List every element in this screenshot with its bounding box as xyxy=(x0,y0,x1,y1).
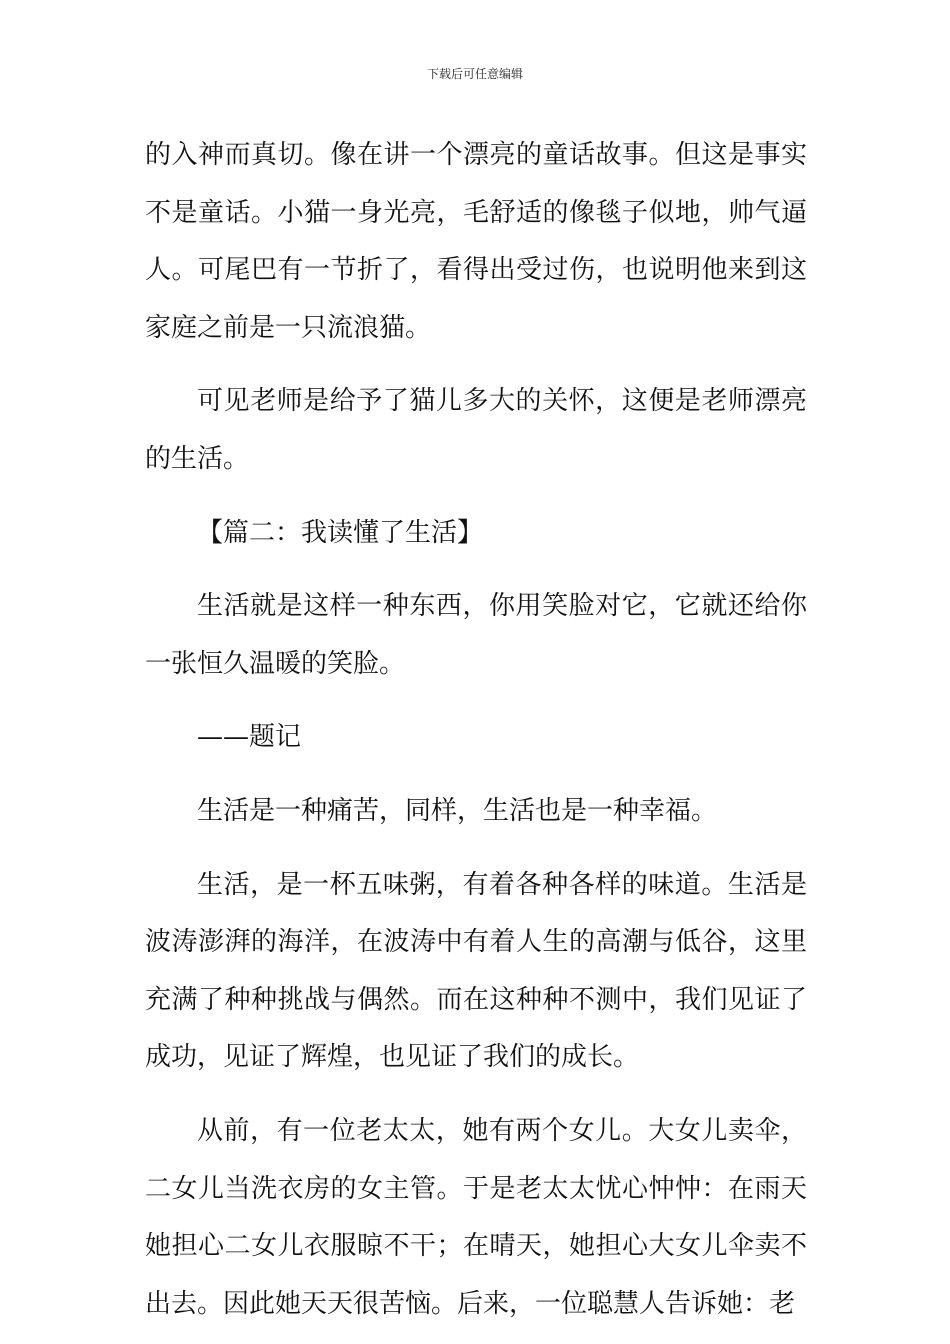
text-line: 一张恒久温暖的笑脸。 xyxy=(145,648,406,679)
paragraph-gap xyxy=(145,357,807,373)
paragraph xyxy=(145,709,807,767)
paragraph-gap xyxy=(145,562,807,578)
text-line: 人。可尾巴有一节折了，看得出受过伤，也说明他来到这 xyxy=(145,255,807,286)
paragraph-gap xyxy=(145,767,807,783)
page-header: 下载后可任意编辑 xyxy=(426,67,523,81)
text-line: 家庭之前是一只流浪猫。 xyxy=(145,312,432,343)
text-line: 她担心二女儿衣服晾不干；在晴天，她担心大女儿伞卖不 xyxy=(145,1231,807,1262)
text-line: 可见老师是给予了猫儿多大的关怀，这便是老师漂亮 xyxy=(197,386,807,417)
text-line: 波涛澎湃的海洋，在波涛中有着人生的高潮与低谷，这里 xyxy=(145,927,807,958)
text-line: 生活是一种痛苦，同样，生活也是一种幸福。 xyxy=(197,795,718,826)
text-line: 二女儿当洗衣房的女主管。于是老太太忧心忡忡：在雨天 xyxy=(145,1173,807,1204)
text-line: 不是童话。小猫一身光亮，毛舒适的像毯子似地，帅气逼 xyxy=(145,197,807,228)
text-line: 生活就是这样一种东西，你用笑脸对它，它就还给你 xyxy=(197,591,807,622)
paragraph-gap xyxy=(145,693,807,709)
paragraph xyxy=(145,578,807,693)
paragraph-gap xyxy=(145,489,807,505)
paragraph-gap xyxy=(145,841,807,857)
paragraph xyxy=(145,505,807,563)
text-line: 充满了种种挑战与偶然。而在这种种不测中，我们见证了 xyxy=(145,984,807,1015)
text-line: 出去。因此她天天很苦恼。后来，一位聪慧人告诉她：老 xyxy=(145,1288,796,1319)
text-line: 成功，见证了辉煌，也见证了我们的成长。 xyxy=(145,1042,640,1073)
paragraph xyxy=(145,857,807,1087)
paragraph xyxy=(145,127,807,357)
text-line: 从前，有一位老太太，她有两个女儿。大女儿卖伞， xyxy=(197,1115,807,1146)
paragraph xyxy=(145,373,807,488)
paragraph xyxy=(145,783,807,841)
text-line: 的入神而真切。像在讲一个漂亮的童话故事。但这是事实 xyxy=(145,140,807,170)
text-line: 生活，是一杯五味粥，有着各种各样的味道。生活是 xyxy=(197,869,807,900)
document-body xyxy=(145,127,807,1333)
paragraph xyxy=(145,1103,807,1333)
text-line: 的生活。 xyxy=(145,443,250,474)
paragraph-gap xyxy=(145,1087,807,1103)
text-line: ——题记 xyxy=(197,722,302,753)
text-line: 【篇二：我读懂了生活】 xyxy=(197,517,484,548)
